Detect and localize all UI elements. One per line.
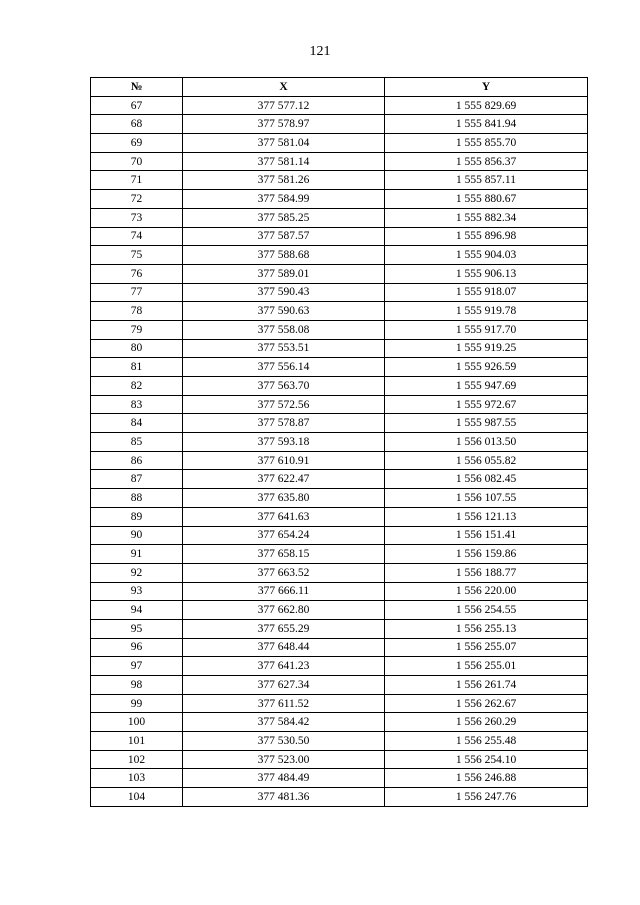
x-coordinate-cell: 377 581.04 bbox=[183, 134, 385, 153]
point-number-cell: 90 bbox=[91, 526, 183, 545]
x-coordinate-cell: 377 563.70 bbox=[183, 377, 385, 396]
x-coordinate-cell: 377 622.47 bbox=[183, 470, 385, 489]
table-row bbox=[91, 750, 588, 769]
page-number: 121 bbox=[309, 44, 331, 59]
point-number-cell: 96 bbox=[91, 638, 183, 657]
y-coordinate-cell: 1 556 055.82 bbox=[385, 451, 588, 470]
x-coordinate-cell: 377 663.52 bbox=[183, 563, 385, 582]
x-coordinate-cell: 377 577.12 bbox=[183, 96, 385, 115]
table-row bbox=[91, 451, 588, 470]
table-row bbox=[91, 489, 588, 508]
y-coordinate-cell: 1 555 987.55 bbox=[385, 414, 588, 433]
point-number-cell: 69 bbox=[91, 134, 183, 153]
y-coordinate-cell: 1 555 882.34 bbox=[385, 208, 588, 227]
table-row bbox=[91, 657, 588, 676]
x-coordinate-cell: 377 590.43 bbox=[183, 283, 385, 302]
table-row bbox=[91, 246, 588, 265]
y-coordinate-cell: 1 555 896.98 bbox=[385, 227, 588, 246]
column-header-y: Y bbox=[385, 78, 588, 97]
table-row bbox=[91, 788, 588, 807]
table-header bbox=[91, 78, 588, 97]
y-coordinate-cell: 1 555 919.78 bbox=[385, 302, 588, 321]
y-coordinate-cell: 1 556 151.41 bbox=[385, 526, 588, 545]
point-number-cell: 102 bbox=[91, 750, 183, 769]
point-number-cell: 89 bbox=[91, 507, 183, 526]
coordinates-table bbox=[90, 77, 588, 807]
point-number-cell: 78 bbox=[91, 302, 183, 321]
point-number-cell: 104 bbox=[91, 788, 183, 807]
x-coordinate-cell: 377 590.63 bbox=[183, 302, 385, 321]
point-number-cell: 97 bbox=[91, 657, 183, 676]
x-coordinate-cell: 377 481.36 bbox=[183, 788, 385, 807]
x-coordinate-cell: 377 666.11 bbox=[183, 582, 385, 601]
point-number-cell: 95 bbox=[91, 619, 183, 638]
y-coordinate-cell: 1 556 261.74 bbox=[385, 676, 588, 695]
point-number-cell: 98 bbox=[91, 676, 183, 695]
point-number-cell: 91 bbox=[91, 545, 183, 564]
y-coordinate-cell: 1 556 246.88 bbox=[385, 769, 588, 788]
table-row bbox=[91, 171, 588, 190]
y-coordinate-cell: 1 556 254.55 bbox=[385, 601, 588, 620]
table-row bbox=[91, 377, 588, 396]
point-number-cell: 81 bbox=[91, 358, 183, 377]
table-row bbox=[91, 526, 588, 545]
y-coordinate-cell: 1 555 829.69 bbox=[385, 96, 588, 115]
y-coordinate-cell: 1 555 855.70 bbox=[385, 134, 588, 153]
x-coordinate-cell: 377 658.15 bbox=[183, 545, 385, 564]
y-coordinate-cell: 1 555 880.67 bbox=[385, 190, 588, 209]
point-number-cell: 101 bbox=[91, 732, 183, 751]
y-coordinate-cell: 1 555 947.69 bbox=[385, 377, 588, 396]
x-coordinate-cell: 377 641.23 bbox=[183, 657, 385, 676]
x-coordinate-cell: 377 611.52 bbox=[183, 694, 385, 713]
y-coordinate-cell: 1 555 904.03 bbox=[385, 246, 588, 265]
table-row bbox=[91, 134, 588, 153]
table-row bbox=[91, 713, 588, 732]
table-row bbox=[91, 582, 588, 601]
point-number-cell: 83 bbox=[91, 395, 183, 414]
point-number-cell: 88 bbox=[91, 489, 183, 508]
y-coordinate-cell: 1 555 926.59 bbox=[385, 358, 588, 377]
y-coordinate-cell: 1 555 906.13 bbox=[385, 264, 588, 283]
table-row bbox=[91, 470, 588, 489]
table-row bbox=[91, 545, 588, 564]
table-row bbox=[91, 676, 588, 695]
x-coordinate-cell: 377 655.29 bbox=[183, 619, 385, 638]
table-row bbox=[91, 395, 588, 414]
y-coordinate-cell: 1 556 013.50 bbox=[385, 433, 588, 452]
y-coordinate-cell: 1 556 159.86 bbox=[385, 545, 588, 564]
y-coordinate-cell: 1 555 919.25 bbox=[385, 339, 588, 358]
x-coordinate-cell: 377 558.08 bbox=[183, 320, 385, 339]
y-coordinate-cell: 1 555 918.07 bbox=[385, 283, 588, 302]
point-number-cell: 80 bbox=[91, 339, 183, 358]
point-number-cell: 68 bbox=[91, 115, 183, 134]
point-number-cell: 82 bbox=[91, 377, 183, 396]
point-number-cell: 93 bbox=[91, 582, 183, 601]
y-coordinate-cell: 1 555 857.11 bbox=[385, 171, 588, 190]
y-coordinate-cell: 1 556 255.07 bbox=[385, 638, 588, 657]
table-row bbox=[91, 190, 588, 209]
x-coordinate-cell: 377 581.14 bbox=[183, 152, 385, 171]
point-number-cell: 103 bbox=[91, 769, 183, 788]
y-coordinate-cell: 1 555 841.94 bbox=[385, 115, 588, 134]
x-coordinate-cell: 377 654.24 bbox=[183, 526, 385, 545]
x-coordinate-cell: 377 581.26 bbox=[183, 171, 385, 190]
point-number-cell: 70 bbox=[91, 152, 183, 171]
table-row bbox=[91, 732, 588, 751]
table-row bbox=[91, 96, 588, 115]
y-coordinate-cell: 1 556 255.01 bbox=[385, 657, 588, 676]
point-number-cell: 67 bbox=[91, 96, 183, 115]
table-row bbox=[91, 694, 588, 713]
x-coordinate-cell: 377 578.87 bbox=[183, 414, 385, 433]
x-coordinate-cell: 377 587.57 bbox=[183, 227, 385, 246]
point-number-cell: 73 bbox=[91, 208, 183, 227]
x-coordinate-cell: 377 584.99 bbox=[183, 190, 385, 209]
point-number-cell: 77 bbox=[91, 283, 183, 302]
x-coordinate-cell: 377 484.49 bbox=[183, 769, 385, 788]
table-row bbox=[91, 433, 588, 452]
x-coordinate-cell: 377 553.51 bbox=[183, 339, 385, 358]
x-coordinate-cell: 377 593.18 bbox=[183, 433, 385, 452]
table-row bbox=[91, 208, 588, 227]
y-coordinate-cell: 1 556 254.10 bbox=[385, 750, 588, 769]
x-coordinate-cell: 377 578.97 bbox=[183, 115, 385, 134]
y-coordinate-cell: 1 556 188.77 bbox=[385, 563, 588, 582]
y-coordinate-cell: 1 556 107.55 bbox=[385, 489, 588, 508]
x-coordinate-cell: 377 530.50 bbox=[183, 732, 385, 751]
point-number-cell: 100 bbox=[91, 713, 183, 732]
table-row bbox=[91, 638, 588, 657]
table-row bbox=[91, 507, 588, 526]
point-number-cell: 87 bbox=[91, 470, 183, 489]
point-number-cell: 94 bbox=[91, 601, 183, 620]
y-coordinate-cell: 1 556 247.76 bbox=[385, 788, 588, 807]
point-number-cell: 79 bbox=[91, 320, 183, 339]
point-number-cell: 86 bbox=[91, 451, 183, 470]
table-row bbox=[91, 227, 588, 246]
x-coordinate-cell: 377 584.42 bbox=[183, 713, 385, 732]
point-number-cell: 84 bbox=[91, 414, 183, 433]
y-coordinate-cell: 1 556 220.00 bbox=[385, 582, 588, 601]
x-coordinate-cell: 377 641.63 bbox=[183, 507, 385, 526]
x-coordinate-cell: 377 589.01 bbox=[183, 264, 385, 283]
y-coordinate-cell: 1 556 255.13 bbox=[385, 619, 588, 638]
point-number-cell: 85 bbox=[91, 433, 183, 452]
table-row bbox=[91, 152, 588, 171]
x-coordinate-cell: 377 648.44 bbox=[183, 638, 385, 657]
y-coordinate-cell: 1 556 262.67 bbox=[385, 694, 588, 713]
point-number-cell: 76 bbox=[91, 264, 183, 283]
table-header-row bbox=[91, 78, 588, 97]
x-coordinate-cell: 377 588.68 bbox=[183, 246, 385, 265]
y-coordinate-cell: 1 556 255.48 bbox=[385, 732, 588, 751]
point-number-cell: 75 bbox=[91, 246, 183, 265]
x-coordinate-cell: 377 585.25 bbox=[183, 208, 385, 227]
table-row bbox=[91, 619, 588, 638]
x-coordinate-cell: 377 635.80 bbox=[183, 489, 385, 508]
y-coordinate-cell: 1 556 082.45 bbox=[385, 470, 588, 489]
y-coordinate-cell: 1 556 260.29 bbox=[385, 713, 588, 732]
table-row bbox=[91, 601, 588, 620]
table-row bbox=[91, 115, 588, 134]
x-coordinate-cell: 377 662.80 bbox=[183, 601, 385, 620]
x-coordinate-cell: 377 627.34 bbox=[183, 676, 385, 695]
table-row bbox=[91, 358, 588, 377]
point-number-cell: 74 bbox=[91, 227, 183, 246]
x-coordinate-cell: 377 610.91 bbox=[183, 451, 385, 470]
table-body bbox=[91, 96, 588, 806]
table-row bbox=[91, 414, 588, 433]
point-number-cell: 71 bbox=[91, 171, 183, 190]
point-number-cell: 72 bbox=[91, 190, 183, 209]
table-row bbox=[91, 563, 588, 582]
y-coordinate-cell: 1 555 856.37 bbox=[385, 152, 588, 171]
y-coordinate-cell: 1 555 972.67 bbox=[385, 395, 588, 414]
x-coordinate-cell: 377 556.14 bbox=[183, 358, 385, 377]
column-header-x: X bbox=[183, 78, 385, 97]
table-row bbox=[91, 283, 588, 302]
y-coordinate-cell: 1 556 121.13 bbox=[385, 507, 588, 526]
table-row bbox=[91, 264, 588, 283]
table-row bbox=[91, 339, 588, 358]
point-number-cell: 99 bbox=[91, 694, 183, 713]
y-coordinate-cell: 1 555 917.70 bbox=[385, 320, 588, 339]
point-number-cell: 92 bbox=[91, 563, 183, 582]
x-coordinate-cell: 377 523.00 bbox=[183, 750, 385, 769]
column-header-number: № bbox=[91, 78, 183, 97]
table-row bbox=[91, 320, 588, 339]
x-coordinate-cell: 377 572.56 bbox=[183, 395, 385, 414]
table-row bbox=[91, 769, 588, 788]
table-row bbox=[91, 302, 588, 321]
